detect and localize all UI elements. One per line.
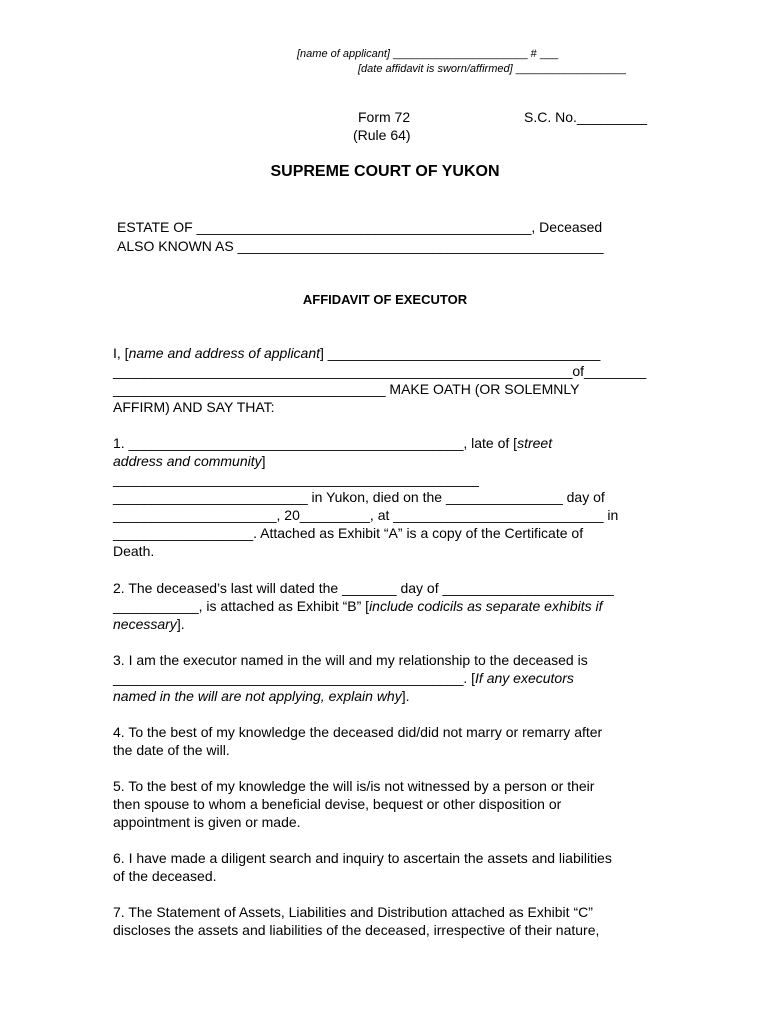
document-title: AFFIDAVIT OF EXECUTOR [302,292,468,307]
sworn-date-blank: __________________ [512,63,626,75]
sc-number: S.C. No._________ [524,109,647,125]
paragraph-6: 6. I have made a diligent search and inquiry to ascertain the assets and liabilities of the deceased. [113,850,612,884]
applicant-blank: ______________________ # ___ [389,48,559,60]
applicant-label: [name of applicant] [297,48,390,60]
form-rule: (Rule 64) [353,127,411,143]
applicant-header-line [297,48,558,60]
paragraph-4: 4. To the best of my knowledge the deceased did/did not marry or remarry after the date of the will. [113,724,603,758]
form-number: Form 72 [358,109,411,125]
paragraph-1: 1. ___________________________________________, late of [street address and community] _______________________________________________ _________________________ in Yukon, died on the _______________ day of _____________________, 20_________, at ___________________________ in __________________. Attached as Exhibit “A” is a copy of the Certificate of Death. [113,435,619,559]
also-known-as-line: ALSO KNOWN AS _______________________________________________ [117,238,604,254]
intro-paragraph: I, [name and address of applicant] ___________________________________ ___________________________________________________________of________ ___________________________________ MAKE OATH (OR SOLEMNLY AFFIRM) AND SAY THAT: [113,345,647,415]
sworn-date-header-line [358,63,626,75]
estate-of-line: ESTATE OF ___________________________________________, Deceased [117,219,603,235]
court-title: SUPREME COURT OF YUKON [270,163,500,180]
paragraph-2: 2. The deceased’s last will dated the _______ day of ______________________ ___________, is attached as Exhibit “B” [include codicils as separate exhibits if necessary]. [113,580,614,632]
paragraph-3: 3. I am the executor named in the will and my relationship to the deceased is _____________________________________________. [If any executors named in the will are not applying, explain why]. [113,652,588,704]
sworn-date-label: [date affidavit is sworn/affirmed] [358,63,513,75]
paragraph-7: 7. The Statement of Assets, Liabilities and Distribution attached as Exhibit “C” discloses the assets and liabilities of the deceased, irrespective of their nature, [113,904,600,938]
paragraph-5: 5. To the best of my knowledge the will is/is not witnessed by a person or their then spouse to whom a beneficial devise, bequest or other disposition or appointment is given or made. [113,778,595,830]
